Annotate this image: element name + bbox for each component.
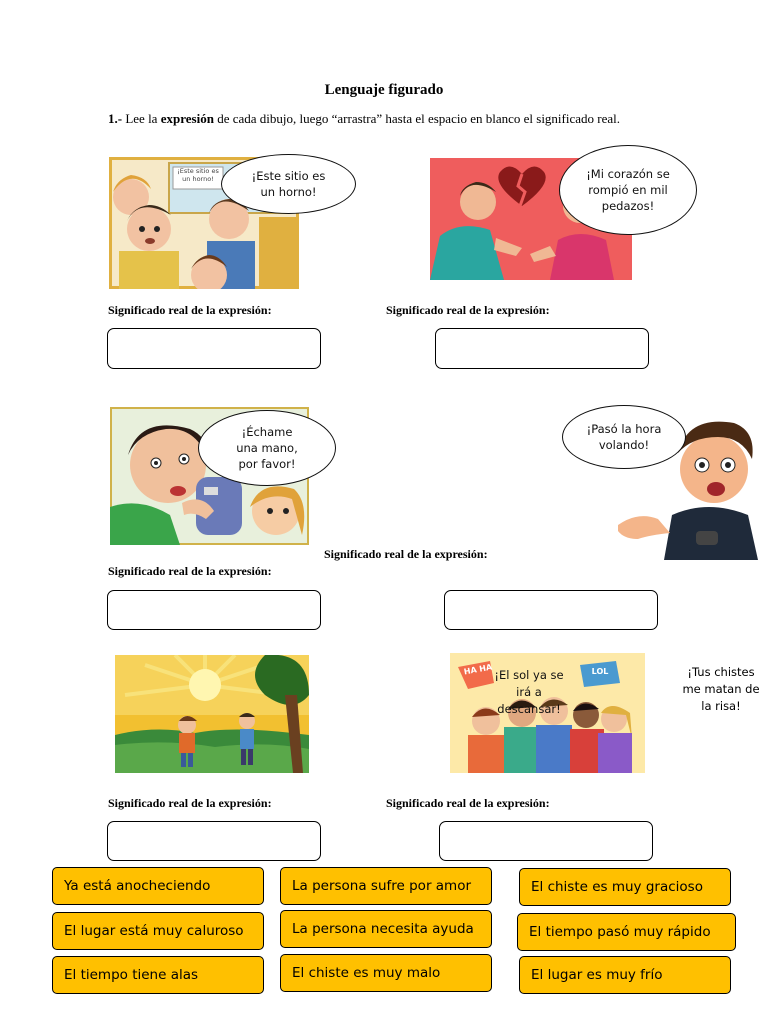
answer-drop-box-3[interactable] [107, 590, 321, 630]
label-meaning-5: Significado real de la expresión: [108, 796, 272, 810]
caption-sol: ¡El sol ya se irá a descansar! [494, 668, 564, 716]
page-title: Lenguaje figurado [324, 82, 444, 98]
quote-chistes: ¡Tus chistes me matan de la risa! [682, 665, 760, 713]
sun-icon [189, 669, 221, 701]
instruction-number: 1.- [108, 111, 123, 126]
speech-bubble-mano: ¡Échame una mano, por favor! [198, 410, 336, 486]
sunset-drawing [115, 655, 309, 773]
label-meaning-6: Significado real de la expresión: [386, 796, 550, 810]
label-meaning-2: Significado real de la expresión: [386, 303, 550, 317]
answer-drop-box-4[interactable] [444, 590, 658, 630]
answer-drop-box-1[interactable] [107, 328, 321, 369]
option-chip-chiste-malo[interactable]: El chiste es muy malo [280, 954, 492, 992]
instruction-part1: Lee la [125, 111, 158, 126]
instruction-text [108, 110, 660, 127]
laugh-sign-ha: HA HA [463, 662, 493, 677]
illustration-laughing-group [450, 653, 645, 773]
option-chip-lugar-frio[interactable]: El lugar es muy frío [519, 956, 731, 994]
answer-drop-box-5[interactable] [107, 821, 321, 861]
label-meaning-1: Significado real de la expresión: [108, 303, 272, 317]
option-chip-necesita-ayuda[interactable]: La persona necesita ayuda [280, 910, 492, 948]
option-chip-ya-esta-anocheciendo[interactable]: Ya está anocheciendo [52, 867, 264, 905]
option-chip-tiempo-alas[interactable]: El tiempo tiene alas [52, 956, 264, 994]
laugh-sign-lol: LOL [591, 667, 609, 676]
bus-sign-text: ¡Este sitio es un horno! [177, 167, 219, 183]
instruction-part2: de cada dibujo, luego “arrastra” hasta el espacio en blanco el significado real. [217, 111, 621, 126]
option-chip-chiste-gracioso[interactable]: El chiste es muy gracioso [519, 868, 731, 906]
option-chip-lugar-caluroso[interactable]: El lugar está muy caluroso [52, 912, 264, 950]
option-chip-sufre-por-amor[interactable]: La persona sufre por amor [280, 867, 492, 905]
speech-bubble-horno: ¡Este sitio es un horno! [221, 154, 356, 214]
speech-bubble-corazon: ¡Mi corazón se rompió en mil pedazos! [559, 145, 697, 235]
label-meaning-4: Significado real de la expresión: [324, 547, 488, 561]
option-chip-tiempo-rapido[interactable]: El tiempo pasó muy rápido [517, 913, 736, 951]
illustration-sunset [115, 655, 309, 773]
answer-drop-box-6[interactable] [439, 821, 653, 861]
answer-drop-box-2[interactable] [435, 328, 649, 369]
instruction-bold-word: expresión [160, 111, 214, 126]
speech-bubble-hora: ¡Pasó la hora volando! [562, 405, 686, 469]
label-meaning-3: Significado real de la expresión: [108, 564, 272, 578]
